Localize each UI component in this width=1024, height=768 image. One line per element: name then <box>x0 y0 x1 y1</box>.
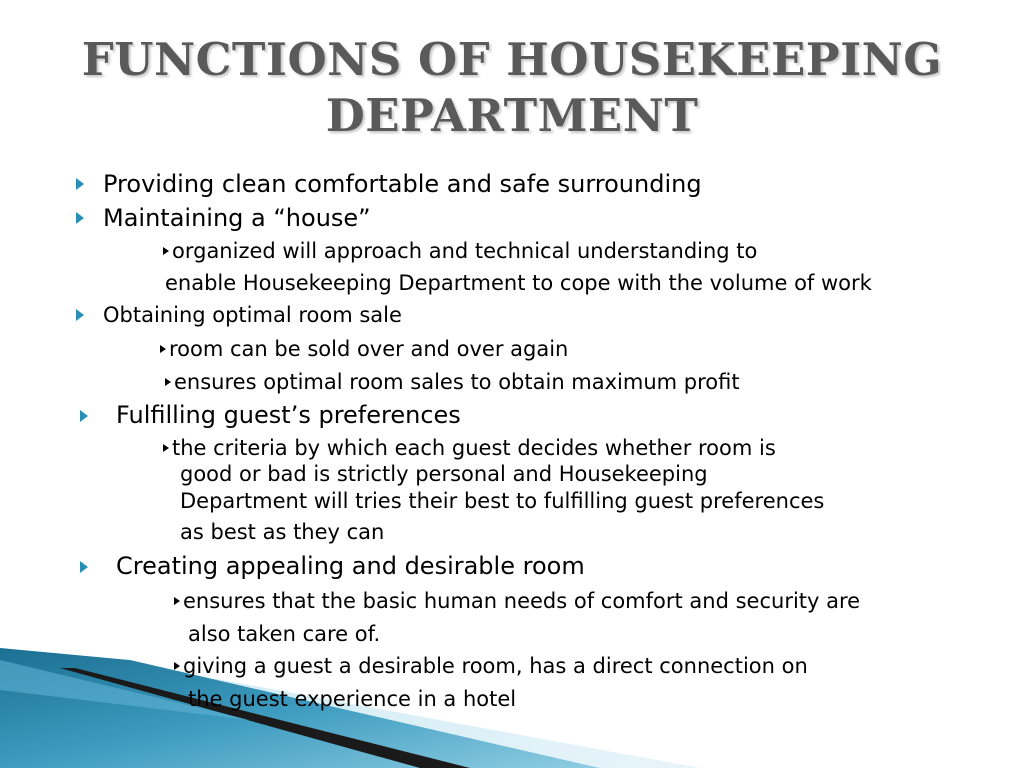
sub-bullet-item <box>165 369 740 395</box>
sub-bullet-marker-icon <box>174 662 180 670</box>
sub-bullet-marker-icon <box>163 444 169 452</box>
sub-bullet-marker-icon <box>160 345 166 353</box>
sub-bullet-item <box>163 435 776 461</box>
sub-bullet-text: room can be sold over and over again <box>169 337 569 361</box>
sub-bullet-continuation: the guest experience in a hotel <box>188 687 517 711</box>
sub-bullet-item <box>160 336 568 362</box>
bullet-arrow-icon <box>76 212 84 224</box>
sub-bullet-continuation: good or bad is strictly personal and Housekeeping <box>180 462 708 486</box>
bullet-item: Obtaining optimal room sale <box>103 303 402 327</box>
sub-bullet-item <box>174 653 808 679</box>
title-line-1: FUNCTIONS OF HOUSEKEEPING <box>81 33 943 86</box>
sub-bullet-marker-icon <box>174 597 180 605</box>
bullet-item: Maintaining a “house” <box>103 204 371 232</box>
sub-bullet-item <box>174 588 860 614</box>
bullet-arrow-icon <box>80 410 88 422</box>
sub-bullet-text: ensures optimal room sales to obtain maximum profit <box>174 370 740 394</box>
sub-bullet-text: organized will approach and technical understanding to <box>172 239 758 263</box>
sub-bullet-item <box>163 238 757 264</box>
sub-bullet-marker-icon <box>165 378 171 386</box>
sub-bullet-continuation: Department will tries their best to fulfilling guest preferences <box>180 489 825 513</box>
sub-bullet-continuation: also taken care of. <box>188 622 381 646</box>
bullet-arrow-icon <box>76 178 84 190</box>
sub-bullet-text: giving a guest a desirable room, has a direct connection on <box>183 654 808 678</box>
page-title <box>0 32 1024 144</box>
title-line-2: DEPARTMENT <box>325 89 699 142</box>
sub-bullet-continuation: as best as they can <box>180 520 385 544</box>
bullet-arrow-icon <box>80 561 88 573</box>
bullet-arrow-icon <box>76 309 84 321</box>
sub-bullet-text: the criteria by which each guest decides whether room is <box>172 436 776 460</box>
sub-bullet-continuation: enable Housekeeping Department to cope with the volume of work <box>165 271 872 295</box>
bullet-item: Fulfilling guest’s preferences <box>116 401 461 429</box>
bullet-item: Providing clean comfortable and safe surrounding <box>103 170 702 198</box>
sub-bullet-text: ensures that the basic human needs of comfort and security are <box>183 589 861 613</box>
sub-bullet-marker-icon <box>163 247 169 255</box>
bullet-item: Creating appealing and desirable room <box>116 552 585 580</box>
